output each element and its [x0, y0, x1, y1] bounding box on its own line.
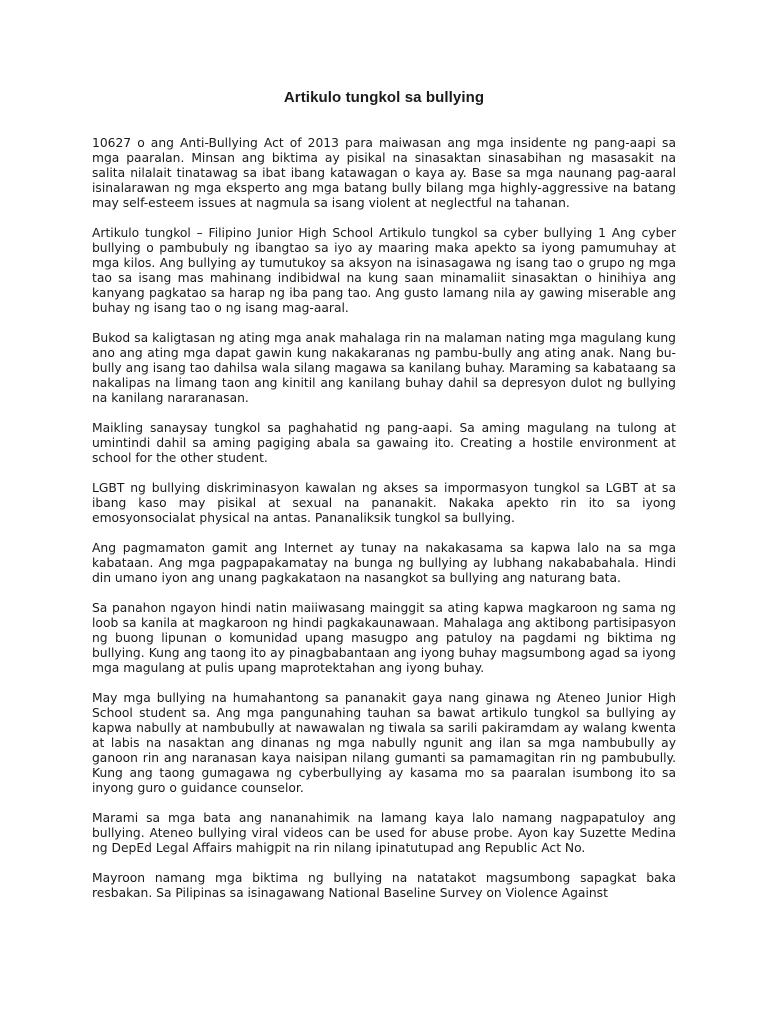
- paragraph-8: May mga bullying na humahantong sa pananakit gaya nang ginawa ng Ateneo Junior High School student sa. Ang mga pangunahing tauhan sa bawat artikulo tungkol sa bullying ay kapwa nabully at nambubully at nawawalan ng tiwala sa sarili pakiramdam ay walang kwenta at labis na nasaktan ang dinanas ng mga nabully ngunit ang ilan sa mga nambubully ay ganoon rin ang naranasan kaya naisipan nilang gumanti sa pamamagitan rin ng pambubully. Kung ang taong gumagawa ng cyberbullying ay kasama mo sa paaralan isumbong ito sa inyong guro o guidance counselor.: [92, 691, 676, 795]
- paragraph-2: Artikulo tungkol – Filipino Junior High School Artikulo tungkol sa cyber bullying 1 Ang cyber bullying o pambubuly ng ibangtao sa iyo ay maaring maka apekto sa iyong pamumuhay at mga kilos. Ang bullying ay tumutukoy sa aksyon na isinasagawa ng isang tao o grupo ng mga tao sa isang mas mahinang indibidwal na kung saan minamaliit sinasaktan o hinihiya ang kanyang pagkatao sa harap ng iba pang tao. Ang gusto lamang nila ay gawing miserable ang buhay ng isang tao o ng isang mag-aaral.: [92, 226, 676, 315]
- paragraph-6: Ang pagmamaton gamit ang Internet ay tunay na nakakasama sa kapwa lalo na sa mga kabataan. Ang mga pagpapakamatay na bunga ng bullying ay lubhang nakababahala. Hindi din umano iyon ang unang pagkakataon na nasangkot sa bullying ang naturang bata.: [92, 541, 676, 585]
- paragraph-3: Bukod sa kaligtasan ng ating mga anak mahalaga rin na malaman nating mga magulang kung ano ang ating mga dapat gawin kung nakakaranas ng pambu-bully ang ating anak. Nang bu-bully ang isang tao dahilsa wala silang magawa sa kanilang buhay. Maraming sa kabataang sa nakalipas na limang taon ang kinitil ang kanilang buhay dahil sa depresyon dulot ng bullying na kanilang nararanasan.: [92, 331, 676, 405]
- paragraph-4: Maikling sanaysay tungkol sa paghahatid ng pang-aapi. Sa aming magulang na tulong at umintindi dahil sa aming pagiging abala sa gawaing ito. Creating a hostile environment at school for the other student.: [92, 421, 676, 465]
- page-title: Artikulo tungkol sa bullying: [283, 89, 485, 106]
- paragraph-10: Mayroon namang mga biktima ng bullying na natatakot magsumbong sapagkat baka resbakan. Sa Pilipinas sa isinagawang National Baseline Survey on Violence Against: [92, 871, 676, 900]
- paragraph-9: Marami sa mga bata ang nananahimik na lamang kaya lalo namang nagpapatuloy ang bullying. Ateneo bullying viral videos can be used for abuse probe. Ayon kay Suzette Medina ng DepEd Legal Affairs mahigpit na rin nilang ipinatutupad ang Republic Act No.: [92, 811, 676, 855]
- paragraph-1: 10627 o ang Anti-Bullying Act of 2013 para maiwasan ang mga insidente ng pang-aapi sa mga paaralan. Minsan ang biktima ay pisikal na sinasaktan sinasabihan ng masasakit na salita nilalait tinatawag sa ibat ibang katawagan o kaya ay. Base sa mga naunang pag-aaral isinalarawan ng mga eksperto ang mga batang bully bilang mga highly-aggressive na batang may self-esteem issues at nagmula sa isang violent at neglectful na tahanan.: [92, 136, 676, 210]
- paragraph-5: LGBT ng bullying diskriminasyon kawalan ng akses sa impormasyon tungkol sa LGBT at sa ibang kaso may pisikal at sexual na pananakit. Nakaka apekto rin ito sa iyong emosyonsocialat physical na antas. Pananaliksik tungkol sa bullying.: [92, 481, 676, 525]
- document-body: [92, 136, 676, 901]
- paragraph-7: Sa panahon ngayon hindi natin maiiwasang mainggit sa ating kapwa magkaroon ng sama ng loob sa kanila at magkaroon ng hindi pagkakaunawaan. Mahalaga ang aktibong partisipasyon ng buong lipunan o komunidad upang masugpo ang patuloy na pagdami ng biktima ng bullying. Kung ang taong ito ay pinagbabantaan ang iyong buhay magsumbong agad sa iyong mga magulang at pulis upang maprotektahan ang iyong buhay.: [92, 601, 676, 675]
